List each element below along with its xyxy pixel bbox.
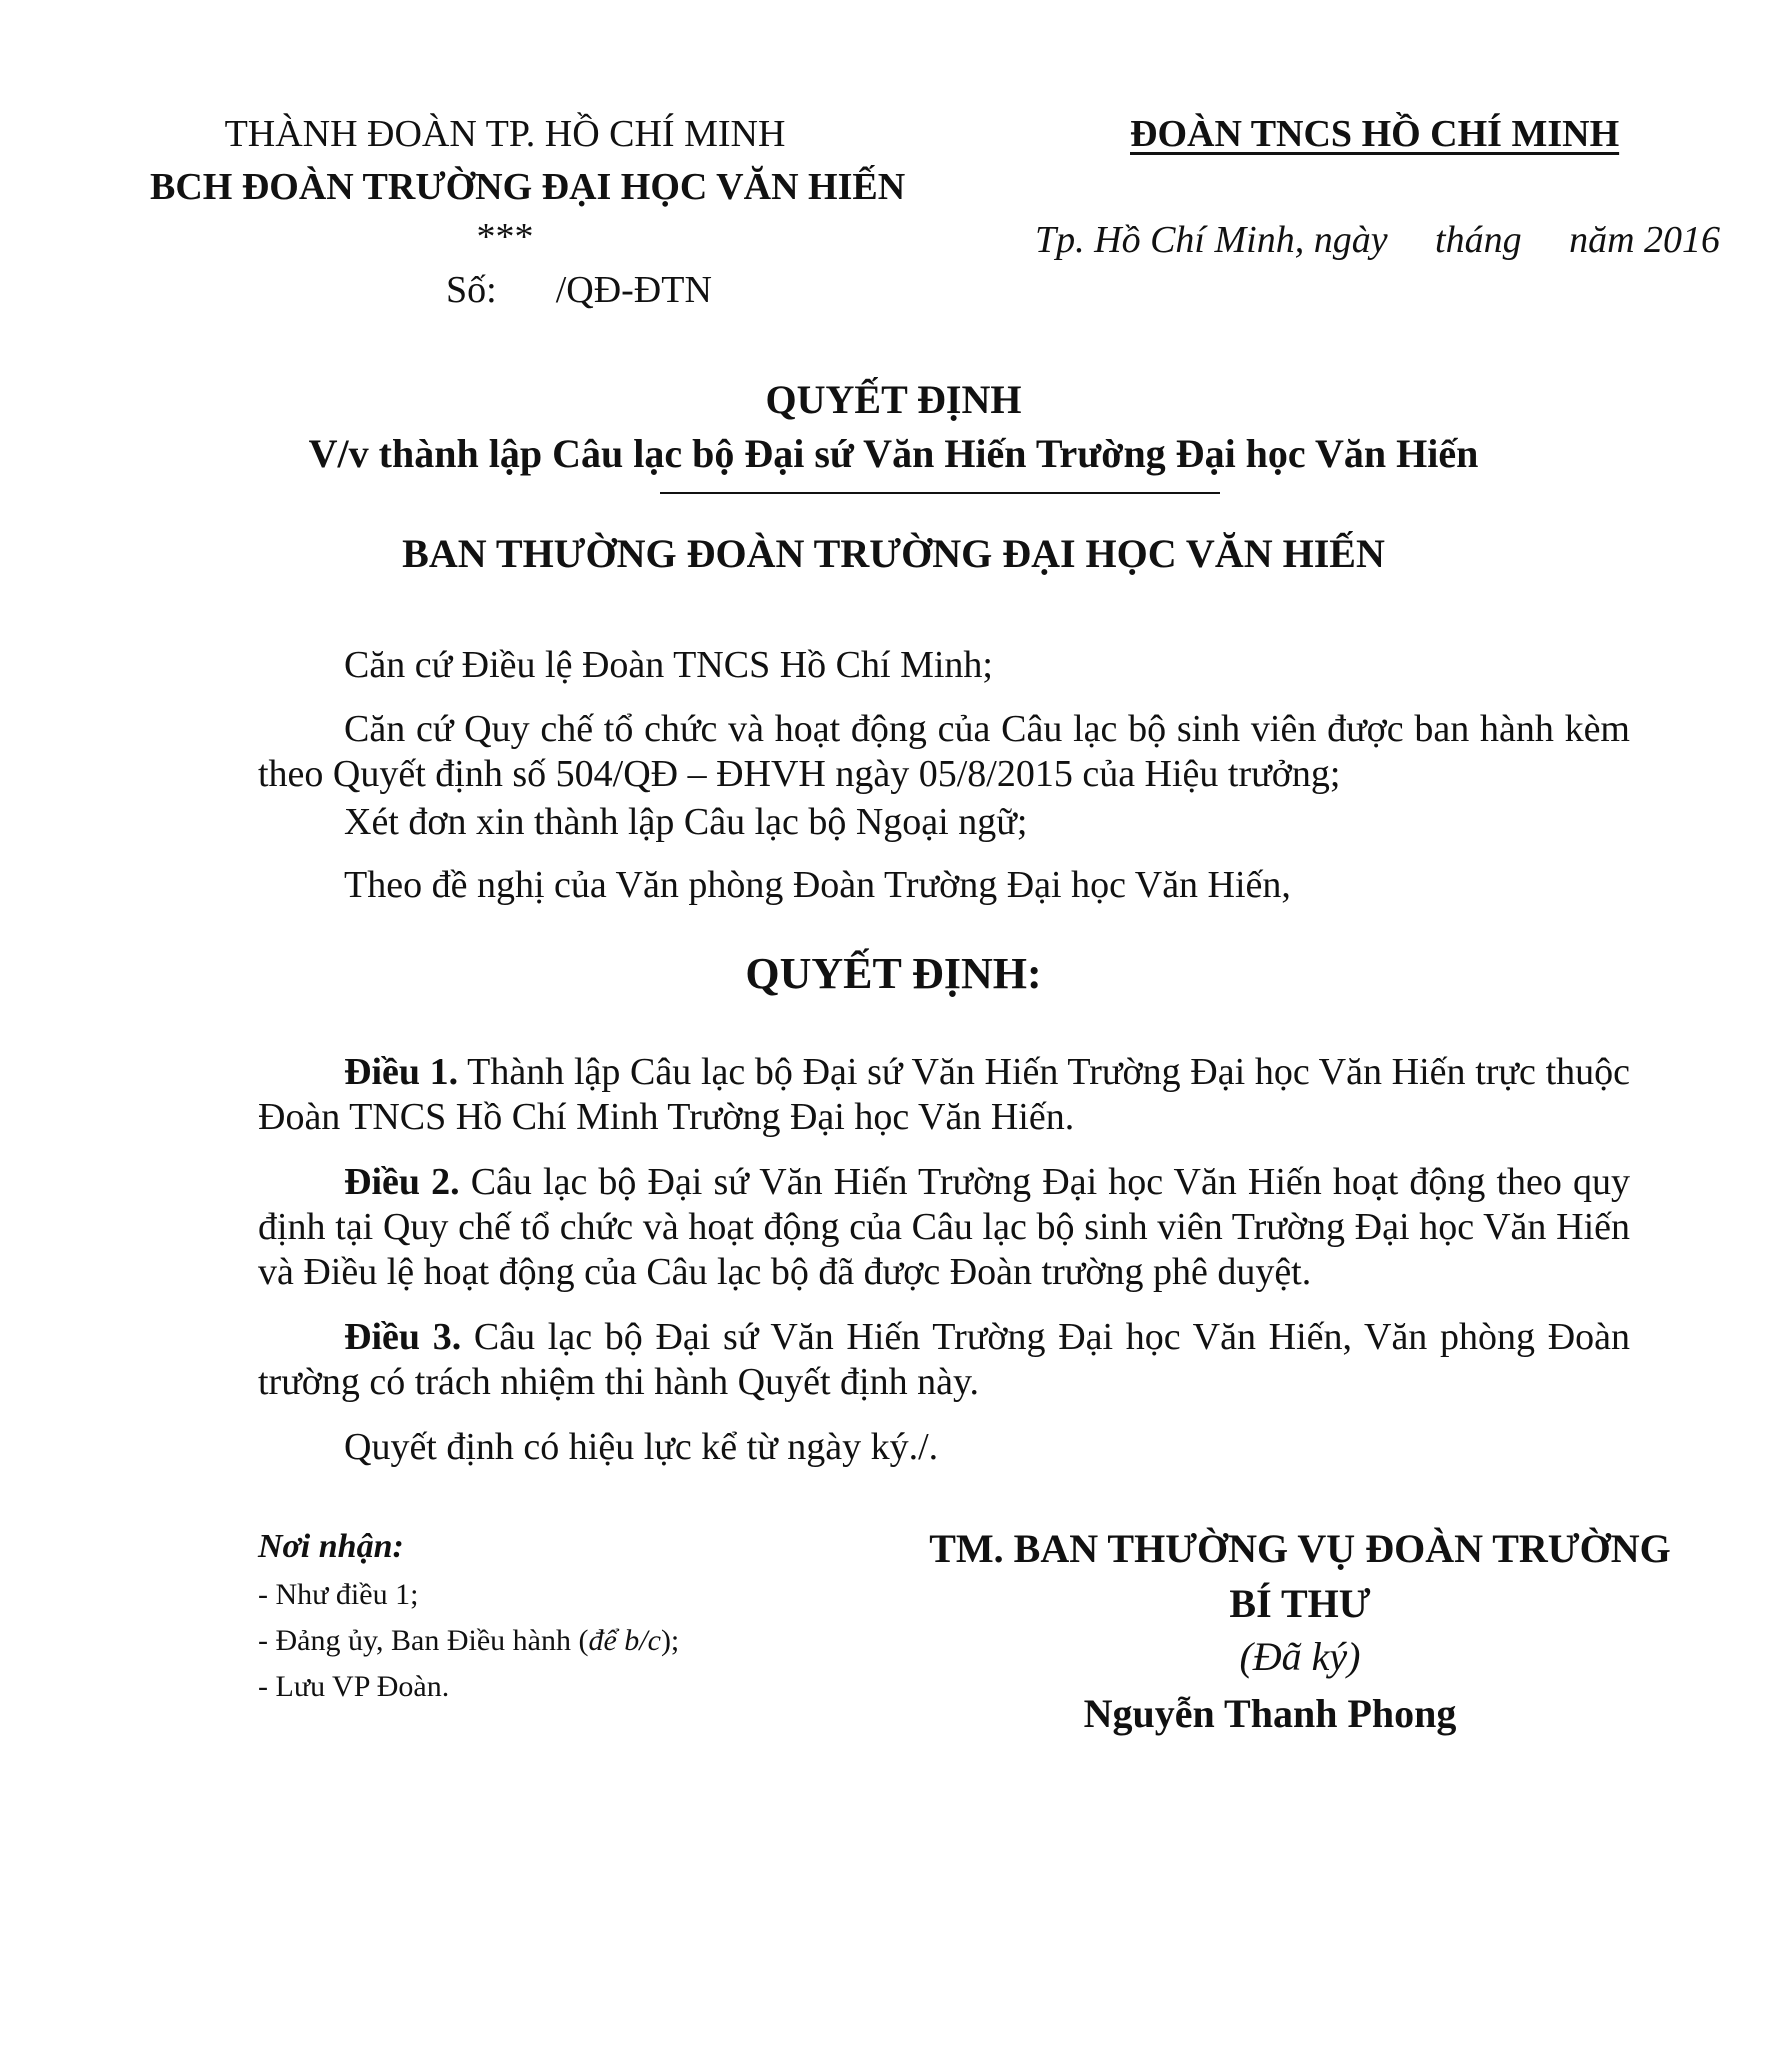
recipient-item: - Lưu VP Đoàn. (258, 1670, 450, 1703)
document-title: QUYẾT ĐỊNH (765, 377, 1022, 422)
issuing-authority: BAN THƯỜNG ĐOÀN TRƯỜNG ĐẠI HỌC VĂN HIẾN (402, 531, 1385, 576)
number-label: Số: (446, 269, 497, 311)
signatory-position: BÍ THƯ (1229, 1581, 1371, 1626)
preamble-3: Xét đơn xin thành lập Câu lạc bộ Ngoại ngữ; (344, 801, 1028, 843)
effective-clause: Quyết định có hiệu lực kể từ ngày ký./. (344, 1426, 939, 1468)
decision-heading: QUYẾT ĐỊNH: (745, 949, 1042, 998)
article-1 (258, 1050, 1630, 1140)
number-suffix: /QĐ-ĐTN (555, 269, 712, 311)
preamble-4: Theo đề nghị của Văn phòng Đoàn Trường Đại học Văn Hiến, (344, 864, 1291, 906)
date-line: Tp. Hồ Chí Minh, ngày tháng năm 2016 (1035, 219, 1721, 261)
issuing-org: BCH ĐOÀN TRƯỜNG ĐẠI HỌC VĂN HIẾN (150, 166, 906, 208)
article-1-label: Điều 1. (344, 1051, 459, 1093)
union-name: ĐOÀN TNCS HỒ CHÍ MINH (1130, 113, 1620, 155)
recipient-item: - Đảng ủy, Ban Điều hành (để b/c); (258, 1624, 680, 1657)
article-3 (258, 1315, 1630, 1405)
preamble-1: Căn cứ Điều lệ Đoàn TNCS Hồ Chí Minh; (344, 644, 993, 686)
signatory-capacity: TM. BAN THƯỜNG VỤ ĐOÀN TRƯỜNG (929, 1526, 1671, 1571)
recipient-item: - Như điều 1; (258, 1578, 419, 1611)
document-number (446, 268, 712, 312)
header-stars: *** (476, 216, 534, 258)
title-divider (660, 492, 1220, 494)
preamble-2: Căn cứ Quy chế tổ chức và hoạt động của Câu lạc bộ sinh viên được ban hành kèm theo Quyết định số 504/QĐ – ĐHVH ngày 05/8/2015 của Hiệu trưởng; (258, 708, 1630, 795)
document-subject: V/v thành lập Câu lạc bộ Đại sứ Văn Hiến Trường Đại học Văn Hiến (308, 431, 1479, 476)
article-3-label: Điều 3. (344, 1316, 462, 1358)
article-2-label: Điều 2. (344, 1161, 460, 1203)
article-2-text: Câu lạc bộ Đại sứ Văn Hiến Trường Đại học Văn Hiến hoạt động theo quy định tại Quy chế tổ chức và hoạt động của Câu lạc bộ sinh viên Trường Đại học Văn Hiến và Điều lệ hoạt động của Câu lạc bộ đã được Đoàn trường phê duyệt. (258, 1161, 1631, 1293)
article-1-text: Thành lập Câu lạc bộ Đại sứ Văn Hiến Trường Đại học Văn Hiến trực thuộc Đoàn TNCS Hồ Chí Minh Trường Đại học Văn Hiến. (258, 1051, 1630, 1138)
signed-note: (Đã ký) (1239, 1634, 1361, 1679)
recipients-heading: Nơi nhận: (258, 1528, 404, 1565)
issuing-org-parent: THÀNH ĐOÀN TP. HỒ CHÍ MINH (224, 113, 786, 155)
signatory-name: Nguyễn Thanh Phong (1083, 1691, 1457, 1736)
article-3-text: Câu lạc bộ Đại sứ Văn Hiến Trường Đại học Văn Hiến, Văn phòng Đoàn trường có trách nhiệm thi hành Quyết định này. (258, 1316, 1630, 1403)
article-2 (258, 1160, 1630, 1295)
